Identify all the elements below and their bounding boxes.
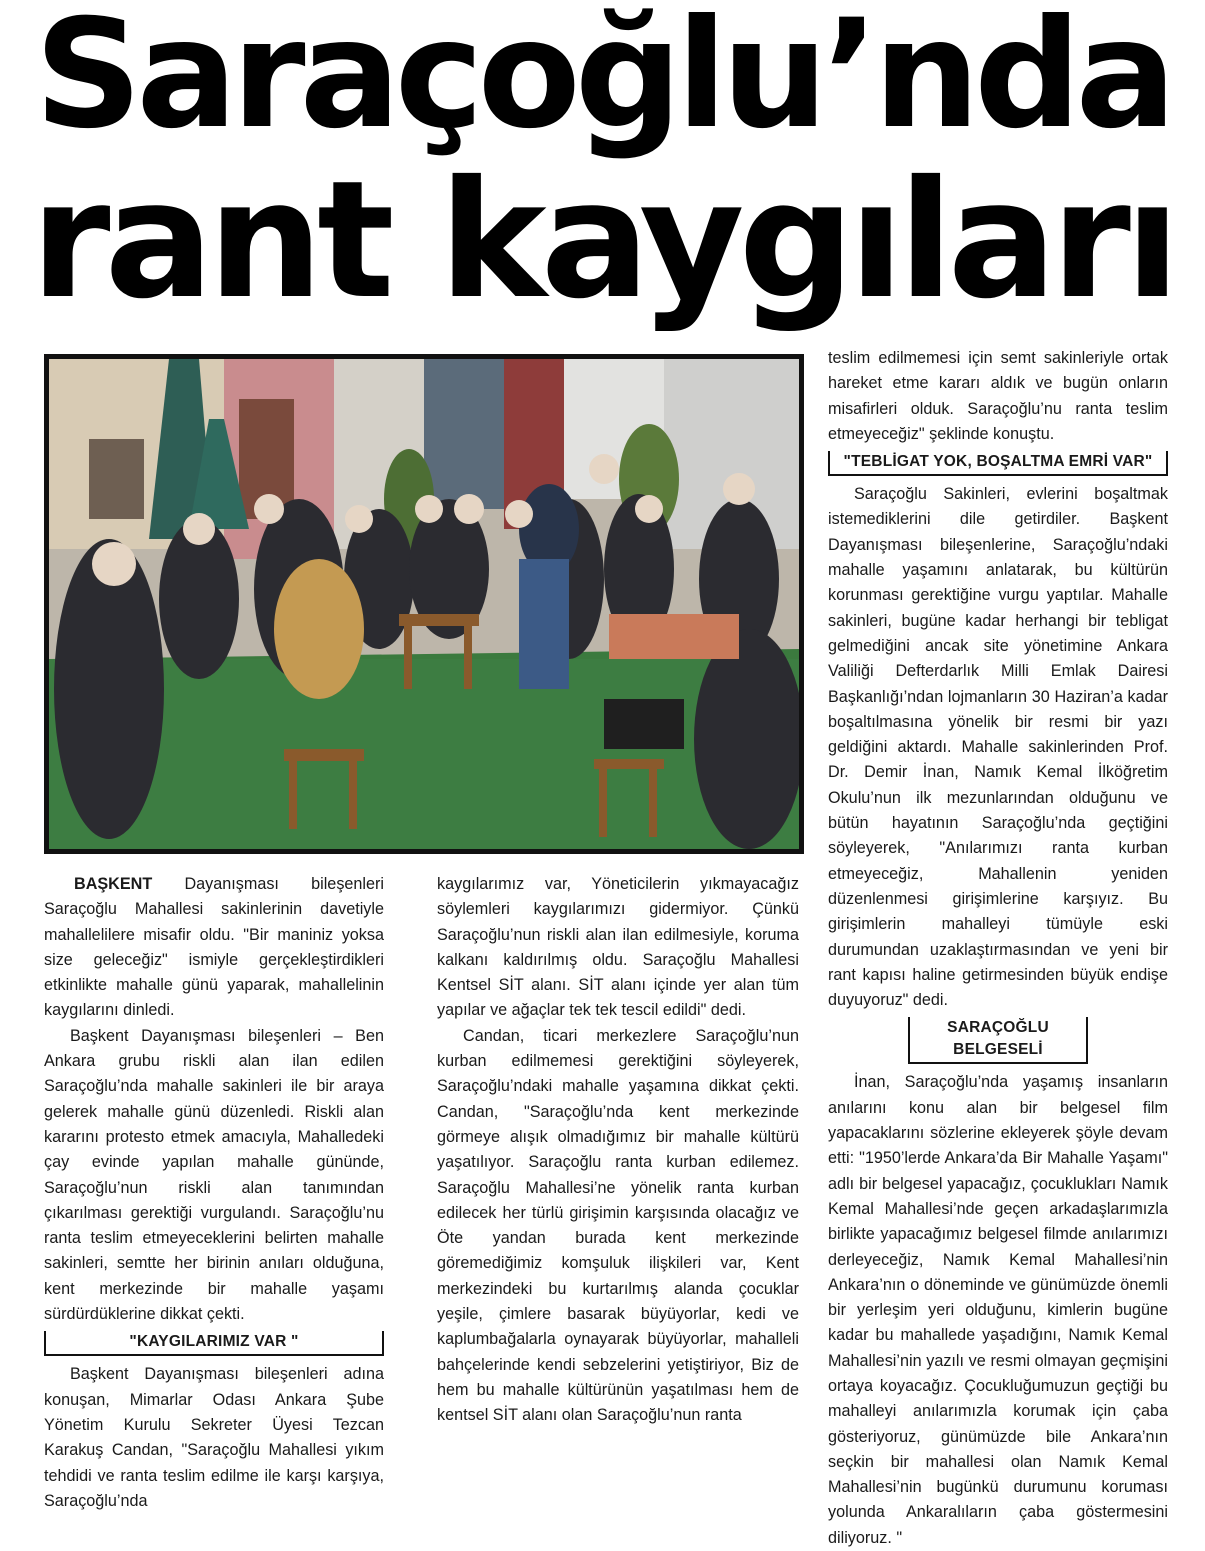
subheading-tebligat-yok: "TEBLİGAT YOK, BOŞALTMA EMRİ VAR" — [828, 451, 1168, 476]
subheading-kaygilarimiz-var: "KAYGILARIMIZ VAR " — [44, 1331, 384, 1356]
paragraph: Başkent Dayanışması bileşenleri adına konuşan, Mimarlar Odası Ankara Şube Yönetim Kurulu Sekreter Üyesi Tezcan Karakuş Candan, "Saraçoğlu Mahallesi yıkım tehdidi ve ranta teslim edilme ile karşı karşıya, Saraçoğlu’nda — [44, 1365, 384, 1510]
paragraph-text: Dayanışması bileşenleri Saraçoğlu Mahallesi sakinlerinin davetiyle mahallelilere misafir oldu. "Bir maniniz yoksa size geleceğiz" ismiyle gerçekleştirdikleri etkinlikte mahalle günü yaparak, mahallelinin kaygılarını dinledi. — [44, 875, 384, 1020]
paragraph: Saraçoğlu Sakinleri, evlerini boşaltmak istemediklerini dile getirdiler. Başkent Dayanışması bileşenlerine, Saraçoğlu’ndaki mahalle yaşamını anlatarak, bu kültürün korunması gerektiğine vurgu yaptılar. Mahalle sakinleri, bugüne kadar herhangi bir tebligat gelmediğini ancak site yönetimine Ankara Valiliği Defterdarlık Milli Emlak Dairesi Başkanlığı’ndan lojmanların 30 Haziran’a kadar boşaltılmasına yönelik bir resmi bir yazı geldiğini aktardı. Mahalle sakinlerinden Prof. Dr. Demir İnan, Namık Kemal İlköğretim Okulu’nun ilk mezunlarından olduğunu ve bütün hayatının Saraçoğlu’nda geçtiğini söyleyerek, "Anılarımızı ranta kurban etmeyeceğiz, Mahallenin yeniden düzenlenmesi girişimlerine karşıyız. Bu girişimlerin mahalleyi tümüyle eski durumundan uzaklaştırmasından ve yeni bir rant kapısı haline getirmesinden büyük endişe duyuyoruz" dedi. — [828, 485, 1168, 1010]
paragraph: Başkent Dayanışması bileşenleri – Ben Ankara grubu riskli alan ilan edilen Saraçoğlu’nda mahalle sakinleri ile bir araya gelerek mahalle günü düzenledi. Riskli alan kararını protesto etmek amacıyla, Mahalledeki çay evinde yapılan mahalle gününde, Saraçoğlu’nun riskli alan tanımından çıkarılması gerektiği vurgulandı. Saraçoğlu’nu ranta teslim etmeyeceklerini belirten mahalle sakinleri, semtte her birinin anıları olduğuna, kent merkezinde bir mahalle yaşamı sürdürdüklerine dikkat çekti. — [44, 1026, 384, 1324]
photo-scene — [49, 359, 799, 849]
article-column-2 — [437, 872, 799, 1429]
news-photo — [44, 354, 804, 854]
headline-line-1: Saraçoğlu’nda — [34, 0, 1171, 162]
paragraph: kaygılarımız var, Yöneticilerin yıkmayacağız söylemleri kaygılarımızı gidermiyor. Çünkü Saraçoğlu’nun riskli alan ilan edilmesiyle, koruma kalkanı kaldırılmış oldu. Saraçoğlu Mahallesi Kentsel SİT alanı. SİT alanı içinde yer alan tüm yapılar ve ağaçlar tek tek tescil edildi" dedi. — [437, 875, 799, 1020]
headline-line-2: rant kaygıları — [30, 147, 1175, 335]
subheading-saracoglu-belgeseli: SARAÇOĞLU BELGESELİ — [908, 1017, 1088, 1064]
article-column-3 — [828, 346, 1168, 1551]
paragraph — [44, 872, 384, 1024]
paragraph: teslim edilmemesi için semt sakinleriyle ortak hareket etme kararı aldık ve bugün onların misafirleri olduk. Saraçoğlu’nu ranta teslim etmeyeceğiz" şeklinde konuştu. — [828, 349, 1168, 443]
article-column-1 — [44, 872, 384, 1514]
paragraph: Candan, ticari merkezlere Saraçoğlu’nun kurban edilmemesi gerektiğini söyleyerek, Saraçoğlu’ndaki mahalle yaşamına dikkat çekti. Candan, "Saraçoğlu’nda kent merkezinde görmeye alışık olmadığımız bir mahalle kültürü yaşatılıyor. Saraçoğlu ranta kurban edilemez. Saraçoğlu Mahallesi’ne yönelik ranta kurban edilecek her türlü girişimin karşısında olacağız ve Öte yandan burada kent merkezinde göremediğimiz komşuluk ilişkileri var, Kent merkezindeki bu kurtarılmış alanda çocuklar yeşile, çimlere basarak büyüyorlar, kedi ve kaplumbağalarla oynayarak büyüyorlar, mahalleli bahçelerinde kendi sebzelerini yetiştiriyor, Biz de hem bu mahalle kültürünün yaşatılması hem de kentsel SİT alanı olan Saraçoğlu’nun ranta — [437, 1026, 799, 1425]
lead-word: BAŞKENT — [74, 875, 153, 893]
paragraph: İnan, Saraçoğlu’nda yaşamış insanların anılarını konu alan bir belgesel film yapacaklarını sözlerine ekleyerek şöyle devam etti: "1950’lerde Ankara’da Bir Mahalle Yaşamı" adlı bir belgesel yapacağız, çocuklukları Namık Kemal Mahallesi’nde geçen arkadaşlarımızla birlikte yapacağımız belgesel filmde anılarımızı derleyeceğiz, Namık Kemal Mahallesi’nin Ankara’nın o döneminde ve günümüzde önemli bir yerleşim yeri olduğunu, kimlerin bugüne kadar bu mahallede yaşadığını, Namık Kemal Mahallesi’nin yazılı ve resmi olmayan geçmişini ortaya koyacağız. Çocukluğumuzun geçtiği bu mahalleyi anılarımızla korumak için çaba gösteriyoruz, günümüzde bile Ankara’nın seçkin bir mahallesi olan Namık Kemal Mahallesi’nin bugünkü durumunu koruması yolunda Ankaralıların çaba göstermesini diliyoruz. " — [828, 1073, 1168, 1547]
